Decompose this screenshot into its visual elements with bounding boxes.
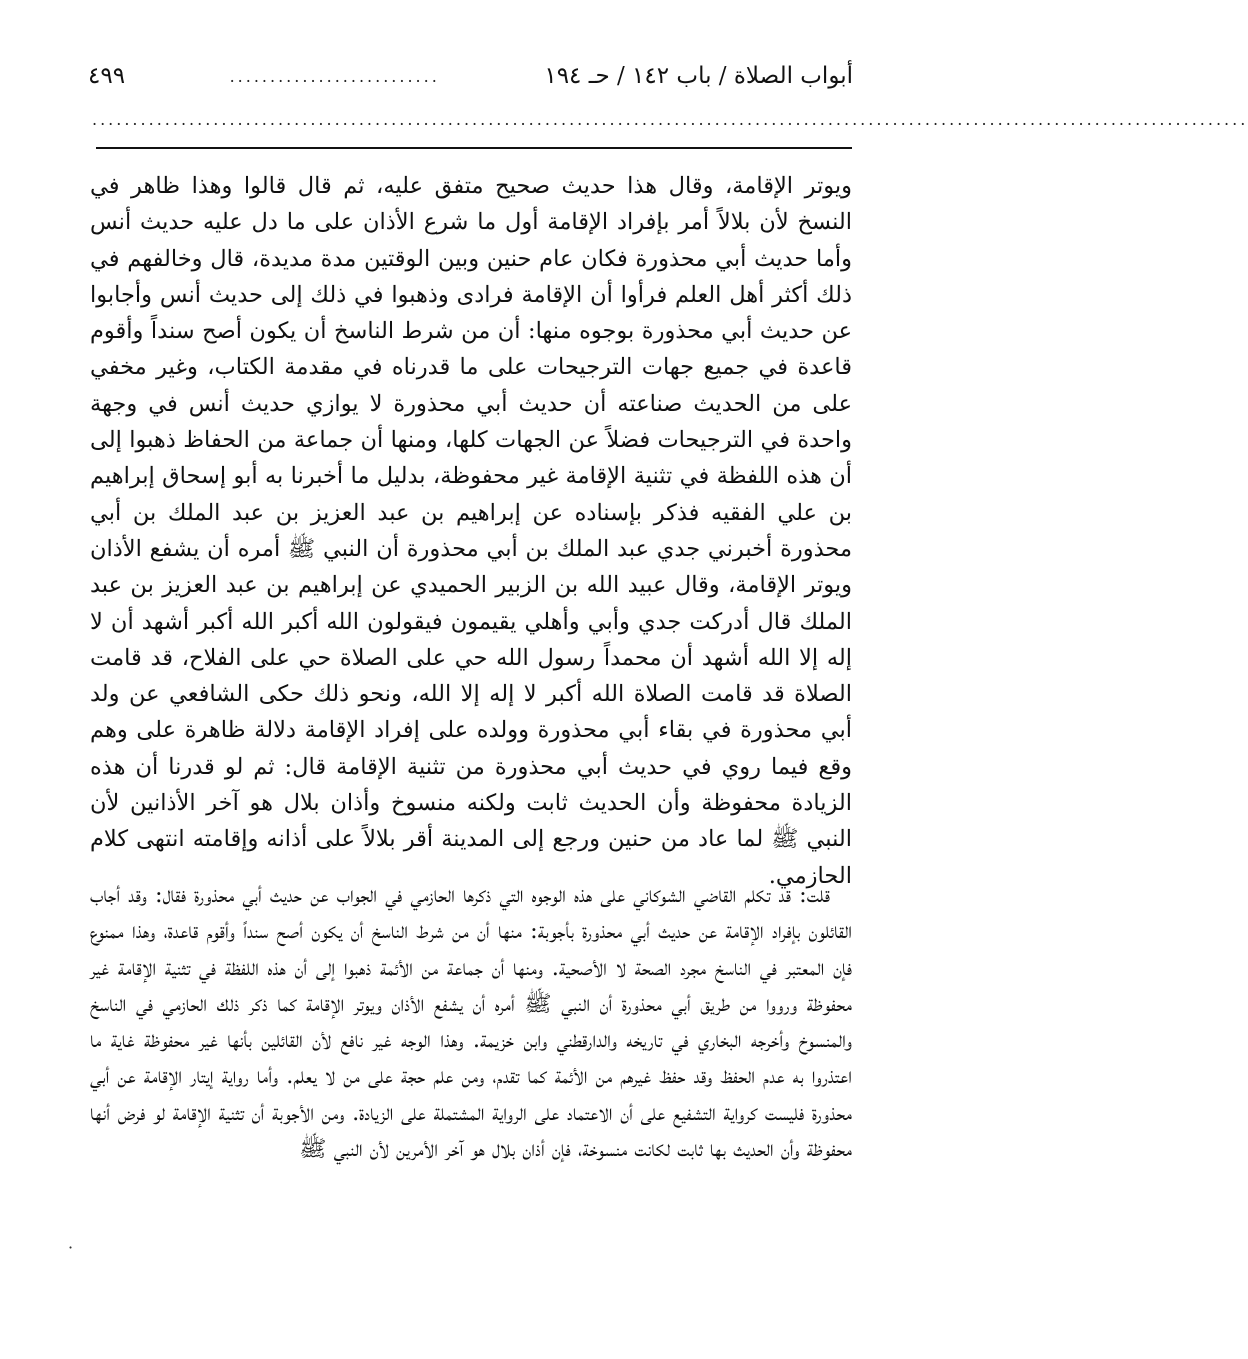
- header-rule: [96, 147, 852, 149]
- running-header: [88, 56, 853, 96]
- paragraph-text: ويوتر الإقامة، وقال هذا حديث صحيح متفق عليه، ثم قال قالوا وهذا ظاهر في النسخ لأن بلالاً أمر بإفراد الإقامة أول ما شرع الأذان على ما دل عليه حديث أنس وأما حديث أبي محذورة فكان عام حنين وبين الوقتين مدة مديدة، قال وخالفهم في ذلك أكثر أهل العلم فرأوا أن الإقامة فرادى وذهبوا في ذلك إلى حديث أنس وأجابوا عن حديث أبي محذورة بوجوه منها: أن من شرط الناسخ أن يكون أصح سنداً وأقوم قاعدة في جميع جهات الترجيحات على ما قدرناه في مقدمة الكتاب، وغير مخفي على من الحديث صناعته أن حديث أبي محذورة لا يوازي حديث أنس في وجهة واحدة في الترجيحات فضلاً عن الجهات كلها، ومنها أن جماعة من الحفاظ ذهبوا إلى أن هذه اللفظة في تثنية الإقامة غير محفوظة، بدليل ما أخبرنا به أبو إسحاق إبراهيم بن علي الفقيه فذكر بإسناده عن إبراهيم بن عبد العزيز بن عبد الملك بن أبي محذورة أخبرني جدي عبد الملك بن أبي محذورة أن النبي ﷺ أمره أن يشفع الأذان ويوتر الإقامة، وقال عبيد الله بن الزبير الحميدي عن إبراهيم بن عبد العزيز بن عبد الملك قال أدركت جدي وأبي وأهلي يقيمون فيقولون الله أكبر الله أكبر أشهد أن لا إله إلا الله أشهد أن محمداً رسول الله حي على الصلاة حي على الفلاح، قد قامت الصلاة قد قامت الصلاة الله أكبر لا إله إلا الله، ونحو ذلك حكى الشافعي عن ولد أبي محذورة في بقاء أبي محذورة وولده على إفراد الإقامة دلالة ظاهرة على وهم وقع فيما روي في حديث أبي محذورة من تثنية الإقامة قال: ثم لو قدرنا أن هذه الزيادة محفوظة وأن الحديث ثابت ولكنه منسوخ وأذان بلال هو آخر الأذانين لأن النبي ﷺ لما عاد من حنين ورجع إلى المدينة أقر بلالاً على أذانه وإقامته انتهى كلام الحازمي.: [90, 173, 852, 889]
- header-title: أبواب الصلاة / باب ١٤٢ / حـ ١٩٤: [544, 63, 853, 89]
- margin-mark: ·: [68, 1238, 74, 1257]
- body-paragraph-2: [90, 877, 852, 1167]
- paragraph-text: قلت: قد تكلم القاضي الشوكاني على هذه الوجوه التي ذكرها الحازمي في الجواب عن حديث أبي محذورة فقال: وقد أجاب القائلون بإفراد الإقامة عن حديث أبي محذورة بأجوبة: منها أن من شرط الناسخ أن يكون أصح سنداً وأقوم قاعدة، وهذا ممنوع فإن المعتبر في الناسخ مجرد الصحة لا الأصحية. ومنها أن جماعة من الأئمة ذهبوا إلى أن هذه اللفظة في تثنية الإقامة غير محفوظة ورووا من طريق أبي محذورة أن النبي ﷺ أمره أن يشفع الأذان ويوتر الإقامة كما ذكر ذلك الحازمي في الناسخ والمنسوخ وأخرجه البخاري في تاريخه والدارقطني وابن خزيمة. وهذا الوجه غير نافع لأن القائلين بأنها غير محفوظة غاية ما اعتذروا به عدم الحفظ وقد حفظ غيرهم من الأئمة كما تقدم، ومن علم حجة على من لا يعلم. وأما رواية إيتار الإقامة عن أبي محذورة فليست كرواية التشفيع على أن الاعتماد على الرواية المشتملة على الزيادة. ومن الأجوبة أن تثنية الإقامة لو فرض أنها محفوظة وأن الحديث بها ثابت لكانت منسوخة، فإن أذان بلال هو آخر الأمرين لأن النبي ﷺ: [90, 882, 852, 1163]
- body-paragraph-1: [90, 168, 852, 894]
- separator-dots: ...............................................................................................................................................: [92, 110, 1248, 129]
- header-leader-dots: ..........................: [229, 66, 440, 86]
- page-number: ٤٩٩: [88, 63, 126, 89]
